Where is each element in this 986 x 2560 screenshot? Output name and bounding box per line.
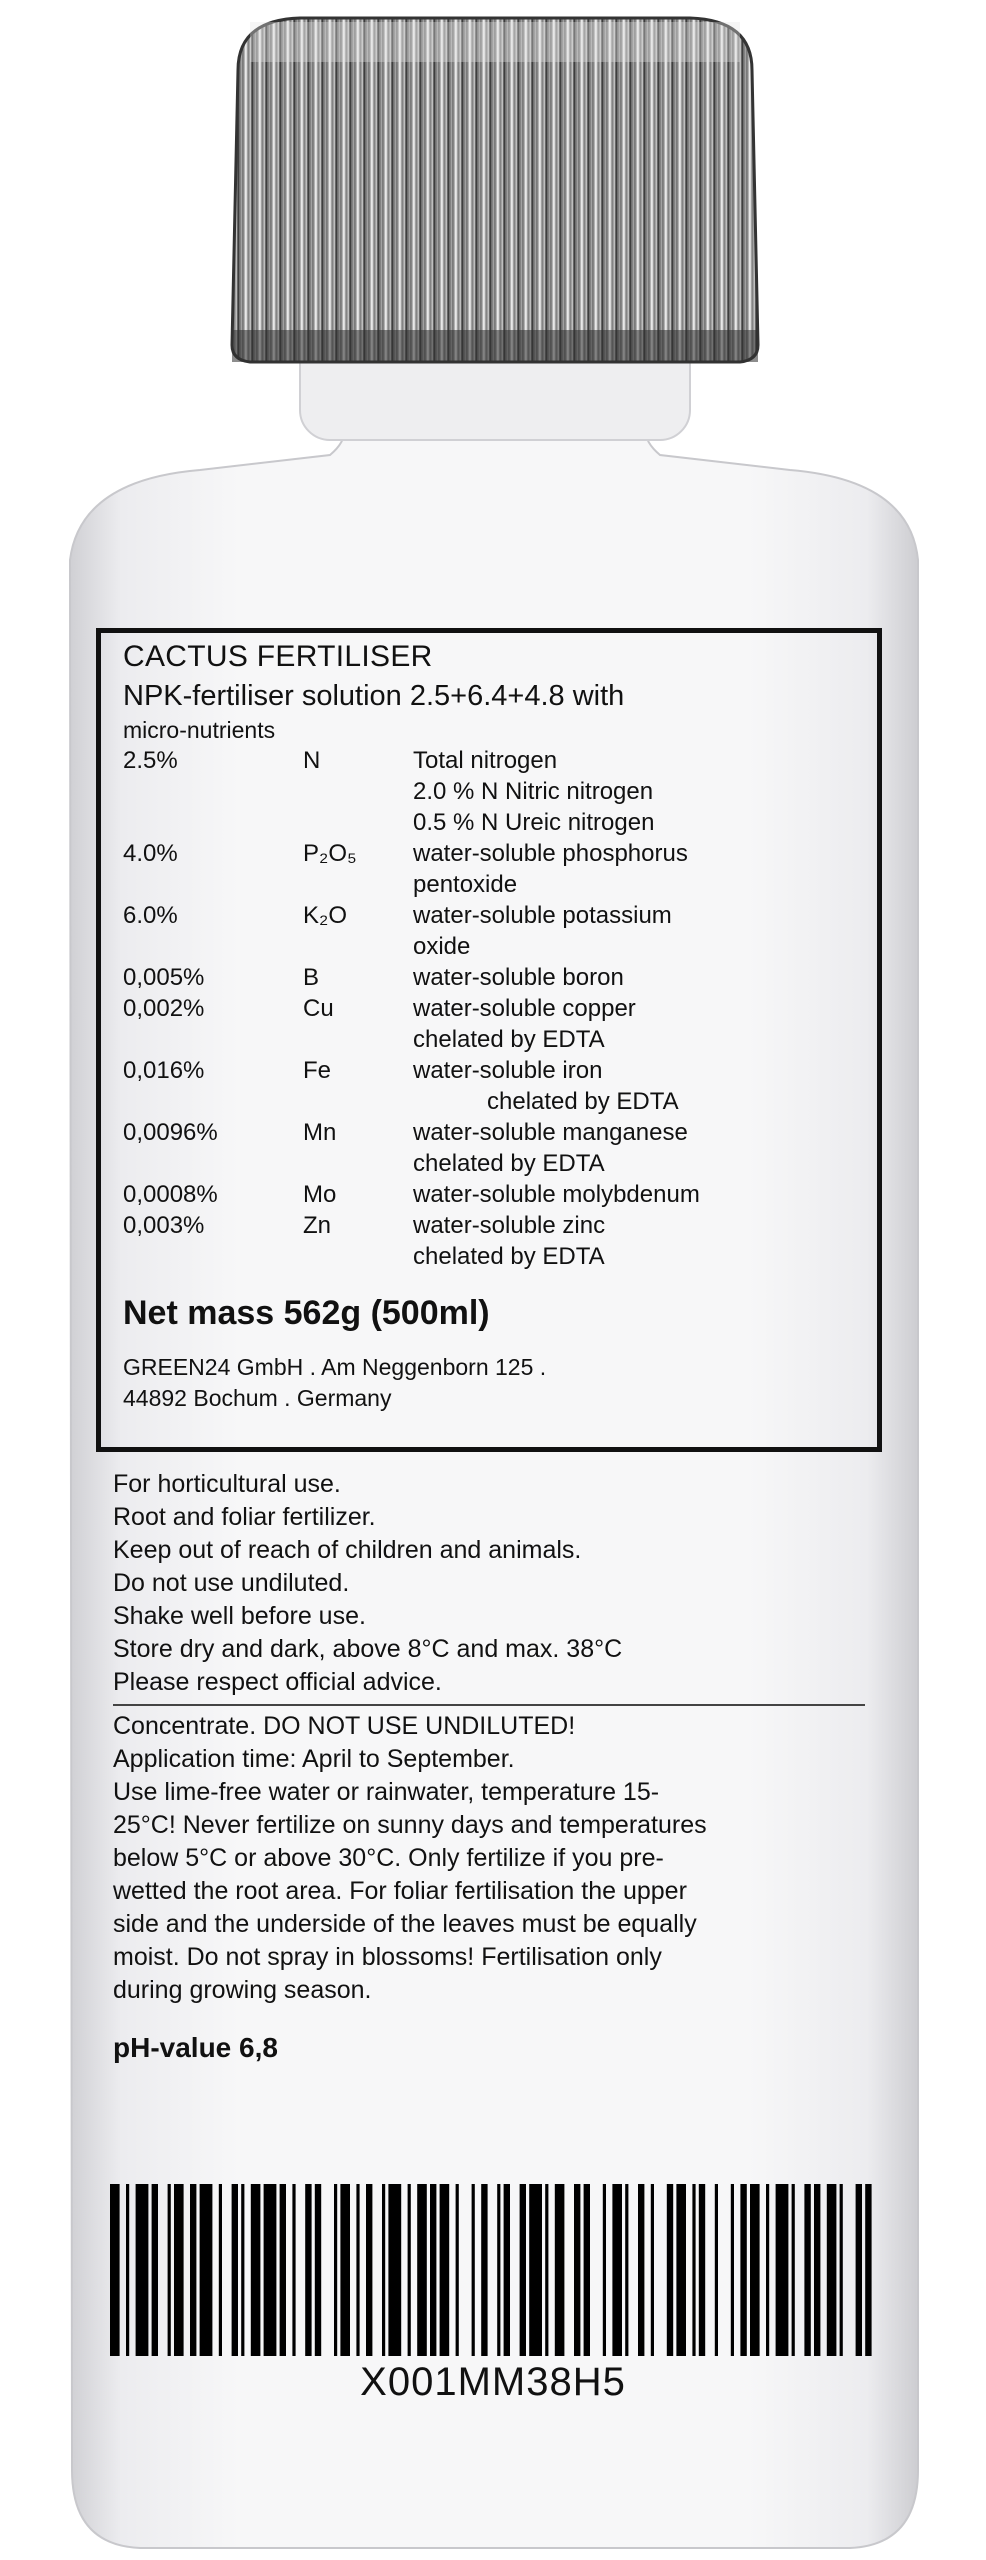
instruction-line: Application time: April to September. [113,1745,515,1773]
instruction-line: Concentrate. DO NOT USE UNDILUTED! [113,1712,576,1740]
nutrient-desc: 0.5 % N Ureic nitrogen [413,809,655,836]
barcode-bar [356,2184,359,2356]
note-line: Please respect official advice. [113,1668,442,1696]
barcode-bar [481,2184,487,2356]
nutrient-pct: 0,016% [123,1057,205,1084]
nutrient-desc: water-soluble manganese [413,1119,688,1146]
barcode-bar [804,2184,810,2356]
instruction-line: during growing season. [113,1976,372,2004]
instruction-line: wetted the root area. For foliar fertilisation the upper [113,1877,687,1905]
barcode-bar [638,2184,644,2356]
application-instructions [113,1710,873,2007]
nutrient-desc: water-soluble phosphorus [413,840,688,867]
nutrient-desc: chelated by EDTA [487,1088,679,1115]
barcode-bar [504,2184,510,2356]
barcode-bar [750,2184,760,2356]
barcode-bar [152,2184,158,2356]
nutrient-pct: 0,003% [123,1212,205,1239]
barcode-bar [440,2184,450,2356]
nutrient-symbol: Fe [303,1057,332,1084]
barcode-bar [168,2184,171,2356]
nutrient-desc: 2.0 % N Nitric nitrogen [413,778,654,805]
nutrient-desc: water-soluble copper [413,995,636,1022]
instruction-line: below 5°C or above 30°C. Only fertilize if you pre- [113,1844,664,1872]
barcode-bar [232,2184,238,2356]
barcode-bar [388,2184,401,2356]
barcode-bar [241,2184,244,2356]
barcode-bar [408,2184,411,2356]
barcode-bar [574,2184,580,2356]
barcode-bar [856,2184,862,2356]
address-line: GREEN24 GmbH . Am Neggenborn 125 . [123,1354,547,1380]
nutrient-pct: 0,0096% [123,1119,218,1146]
nutrient-pct: 0,005% [123,964,205,991]
note-line: Do not use undiluted. [113,1569,350,1597]
barcode-bar [612,2184,622,2356]
instruction-line: moist. Do not spray in blossoms! Fertilisation only [113,1943,662,1971]
instruction-line: Use lime-free water or rainwater, temperature 15- [113,1778,660,1806]
note-line: Keep out of reach of children and animals. [113,1536,582,1564]
barcode-bar [625,2184,628,2356]
barcode-bar [280,2184,286,2356]
barcode-bar [200,2184,213,2356]
nutrient-symbol: Zn [303,1212,332,1239]
divider [113,1704,865,1706]
instruction-line: 25°C! Never fertilize on sunny days and temperatures [113,1811,707,1839]
barcode-bar [555,2184,565,2356]
barcode-bar [731,2184,734,2356]
nutrient-desc: chelated by EDTA [413,1026,605,1053]
barcode-bar [110,2184,120,2356]
nutrient-desc: water-soluble molybdenum [413,1181,700,1208]
nutrient-symbol: K₂O [303,902,347,929]
barcode-bar [865,2184,871,2356]
barcode-bar [776,2184,789,2356]
barcode-bar [126,2184,129,2356]
barcode-bar [472,2184,475,2356]
barcode-bar [740,2184,746,2356]
barcode-bar [529,2184,542,2356]
nutrient-symbol: Mo [303,1181,337,1208]
barcode-bar [251,2184,261,2356]
nutrient-desc: water-soluble zinc [413,1212,606,1239]
barcode-bar [292,2184,295,2356]
barcode-bar [305,2184,311,2356]
nutrient-symbol: P₂O₅ [303,840,357,867]
barcode-bar [715,2184,718,2356]
barcode-bar [692,2184,695,2356]
nutrient-pct: 0,0008% [123,1181,218,1208]
note-line: Shake well before use. [113,1602,366,1630]
nutrient-symbol: Mn [303,1119,337,1146]
barcode-bar [174,2184,184,2356]
barcode-bar [840,2184,843,2356]
barcode-bar [699,2184,705,2356]
barcode-bar [340,2184,350,2356]
product-title: CACTUS FERTILISER [123,640,433,673]
nutrient-symbol: N [303,747,321,774]
barcode-bar [814,2184,820,2356]
barcode-bar [792,2184,795,2356]
barcode-bar [545,2184,548,2356]
barcode [110,2184,872,2356]
nutrient-desc: pentoxide [413,871,518,898]
net-mass: Net mass 562g (500ml) [123,1294,490,1332]
barcode-bar [456,2184,459,2356]
product-subtitle: NPK-fertiliser solution 2.5+6.4+4.8 with [123,680,625,712]
barcode-bar [676,2184,686,2356]
note-line: Store dry and dark, above 8°C and max. 38°C [113,1635,623,1663]
note-line: Root and foliar fertilizer. [113,1503,376,1531]
note-line: For horticultural use. [113,1470,341,1498]
barcode-bar [264,2184,277,2356]
ph-value: pH-value 6,8 [113,2032,278,2063]
nutrient-desc: chelated by EDTA [413,1150,605,1177]
barcode-bar [766,2184,769,2356]
barcode-bar [315,2184,321,2356]
usage-notes [113,1468,622,1699]
barcode-bar [651,2184,654,2356]
nutrient-desc: oxide [413,933,471,960]
nutrient-desc: water-soluble boron [413,964,624,991]
nutrient-pct: 4.0% [123,840,178,867]
nutrient-pct: 2.5% [123,747,178,774]
barcode-bar [382,2184,385,2356]
barcode-bar [603,2184,606,2356]
barcode-bar [497,2184,500,2356]
address-line: 44892 Bochum . Germany [123,1385,392,1411]
product-subtitle-2: micro-nutrients [123,717,276,743]
barcode-bar [366,2184,372,2356]
barcode-bar [520,2184,526,2356]
instruction-line: side and the underside of the leaves must be equally [113,1910,697,1938]
barcode-bar [827,2184,837,2356]
barcode-bar [219,2184,222,2356]
barcode-bar [417,2184,427,2356]
barcode-bar [190,2184,196,2356]
nutrient-symbol: Cu [303,995,334,1022]
nutrient-desc: Total nitrogen [413,747,558,774]
barcode-number: X001MM38H5 [360,2360,626,2404]
nutrient-pct: 6.0% [123,902,178,929]
barcode-bar [334,2184,337,2356]
nutrient-desc: chelated by EDTA [413,1243,605,1270]
barcode-bar [430,2184,436,2356]
nutrient-symbol: B [303,964,320,991]
nutrient-desc: water-soluble potassium [413,902,672,929]
manufacturer-address [123,1352,546,1414]
barcode-bar [584,2184,590,2356]
nutrient-pct: 0,002% [123,995,205,1022]
barcode-bar [667,2184,673,2356]
barcode-bar [136,2184,149,2356]
nutrient-desc: water-soluble iron [413,1057,603,1084]
